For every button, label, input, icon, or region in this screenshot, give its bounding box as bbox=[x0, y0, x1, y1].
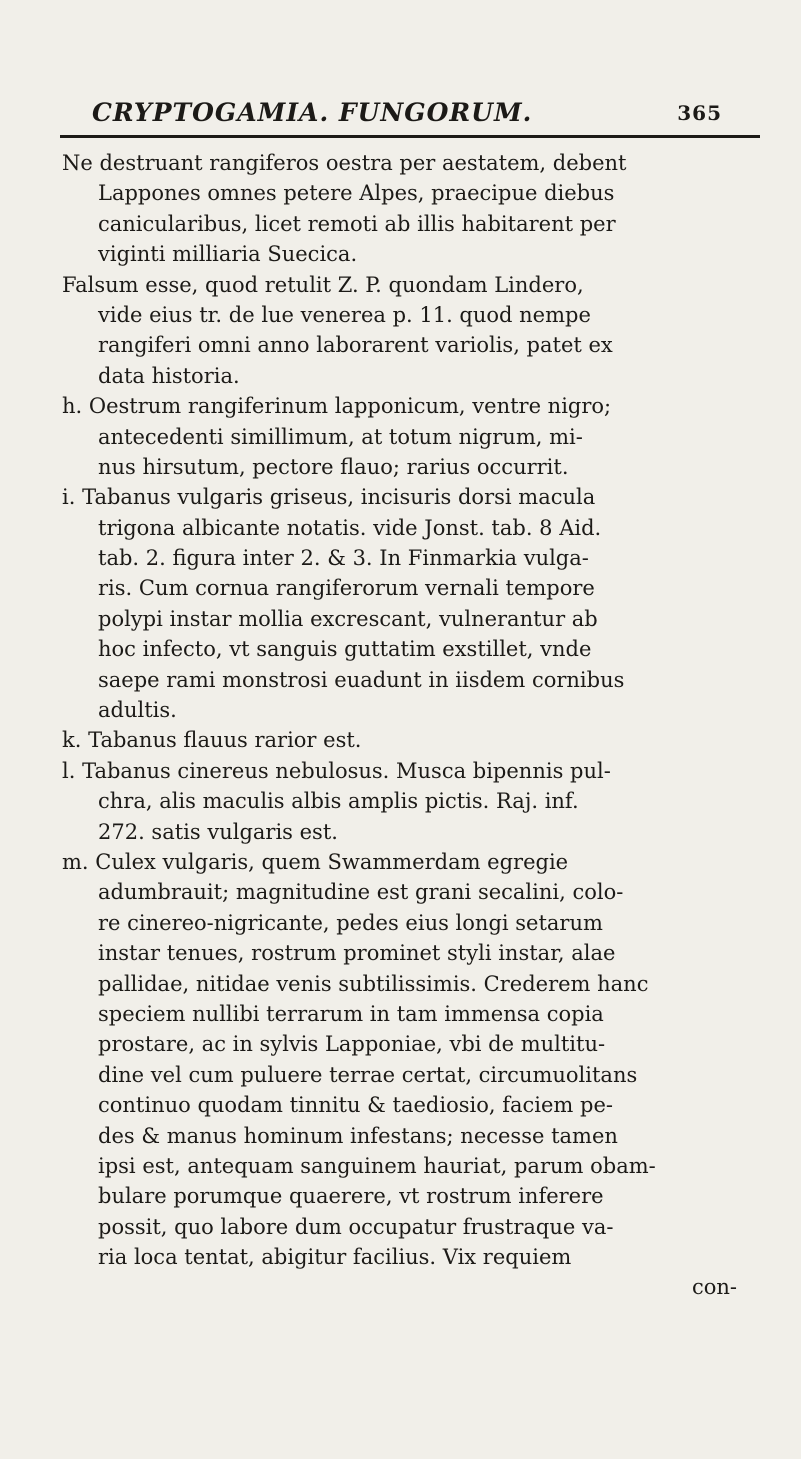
text-line: nus hirsutum, pectore flauo; rarius occurrit. bbox=[98, 454, 569, 479]
text-line: des & manus hominum infestans; necesse tamen bbox=[98, 1123, 618, 1148]
header-rule bbox=[60, 135, 760, 138]
text-line: continuo quodam tinnitu & taediosio, faciem pe- bbox=[98, 1093, 613, 1118]
text-line: prostare, ac in sylvis Lapponiae, vbi de multitu- bbox=[98, 1032, 606, 1057]
text-line: m. Culex vulgaris, quem Swammerdam egregie bbox=[62, 849, 569, 874]
text-line: tab. 2. figura inter 2. & 3. In Finmarkia vulga- bbox=[98, 546, 589, 571]
text-line: data historia. bbox=[98, 363, 240, 388]
text-line: h. Oestrum rangiferinum lapponicum, ventre nigro; bbox=[62, 394, 612, 419]
text-line: bulare porumque quaerere, vt rostrum inferere bbox=[98, 1184, 604, 1209]
text-line: ris. Cum cornua rangiferorum vernali tempore bbox=[98, 576, 595, 601]
text-line: vide eius tr. de lue venerea p. 11. quod nempe bbox=[98, 302, 591, 327]
page-number: 365 bbox=[677, 101, 722, 125]
text-line: saepe rami monstrosi euadunt in iisdem cornibus bbox=[98, 667, 625, 692]
text-line: Lappones omnes petere Alpes, praecipue diebus bbox=[98, 181, 615, 206]
text-line: instar tenues, rostrum prominet styli instar, alae bbox=[98, 941, 616, 966]
text-line: possit, quo labore dum occupatur frustraque va- bbox=[98, 1214, 614, 1239]
running-header bbox=[92, 98, 752, 134]
text-line: 272. satis vulgaris est. bbox=[98, 819, 338, 844]
text-line: Falsum esse, quod retulit Z. P. quondam Lindero, bbox=[62, 272, 584, 297]
text-line: adultis. bbox=[98, 698, 177, 723]
text-line: ipsi est, antequam sanguinem hauriat, parum obam- bbox=[98, 1153, 656, 1178]
text-body bbox=[62, 148, 777, 1303]
text-line: k. Tabanus flauus rarior est. bbox=[62, 728, 362, 753]
text-line: adumbrauit; magnitudine est grani secalini, colo- bbox=[98, 880, 624, 905]
text-line: i. Tabanus vulgaris griseus, incisuris dorsi macula bbox=[62, 485, 596, 510]
text-line: rangiferi omni anno laborarent variolis, patet ex bbox=[98, 333, 613, 358]
text-line: trigona albicante notatis. vide Jonst. tab. 8 Aid. bbox=[98, 515, 602, 540]
text-line: canicularibus, licet remoti ab illis habitarent per bbox=[98, 211, 616, 236]
text-line: viginti milliaria Suecica. bbox=[98, 242, 358, 267]
text-line: l. Tabanus cinereus nebulosus. Musca bipennis pul- bbox=[62, 758, 611, 783]
text-line: Ne destruant rangiferos oestra per aestatem, debent bbox=[62, 151, 627, 175]
text-line: chra, alis maculis albis amplis pictis. Raj. inf. bbox=[98, 789, 579, 814]
text-line: dine vel cum puluere terrae certat, circumuolitans bbox=[98, 1062, 638, 1087]
running-title: CRYPTOGAMIA. FUNGORUM. bbox=[92, 98, 533, 127]
text-line: speciem nullibi terrarum in tam immensa copia bbox=[98, 1001, 604, 1026]
text-line: hoc infecto, vt sanguis guttatim exstillet, vnde bbox=[98, 637, 592, 662]
text-line: antecedenti simillimum, at totum nigrum, mi- bbox=[98, 424, 583, 449]
text-line: pallidae, nitidae venis subtilissimis. Crederem hanc bbox=[98, 971, 649, 996]
text-line: con- bbox=[691, 1275, 737, 1300]
text-line: re cinereo-nigricante, pedes eius longi setarum bbox=[98, 910, 603, 935]
text-line: polypi instar mollia excrescant, vulnerantur ab bbox=[98, 606, 598, 631]
text-line: ria loca tentat, abigitur facilius. Vix requiem bbox=[98, 1245, 572, 1270]
